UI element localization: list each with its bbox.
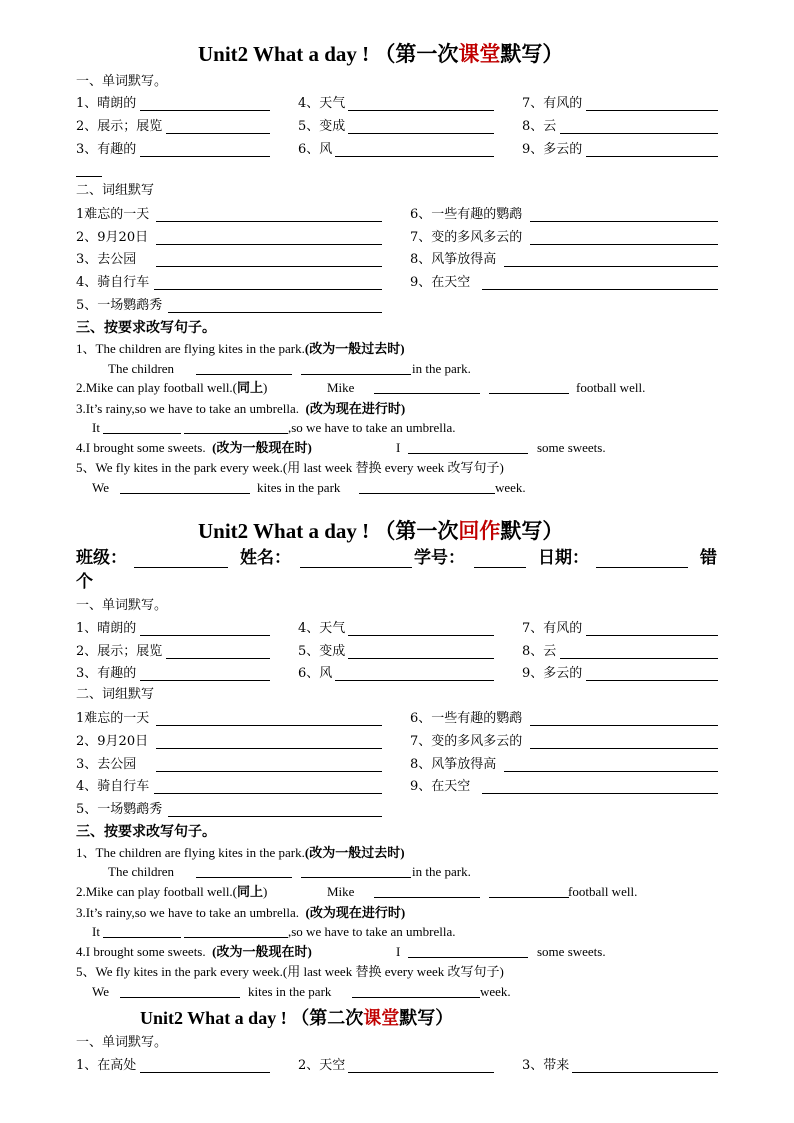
phrase-item: 4、骑自行车: [76, 275, 150, 290]
answer-blank[interactable]: [140, 110, 270, 111]
sentence-4: 4.I brought some sweets. (改为一般现在时): [76, 944, 312, 959]
sentence-1-label: The children: [108, 361, 175, 376]
answer-blank[interactable]: [530, 748, 718, 749]
answer-blank[interactable]: [140, 1072, 270, 1073]
answer-blank[interactable]: [154, 793, 382, 794]
answer-blank[interactable]: [196, 877, 292, 878]
word-item: 7、有风的: [522, 96, 583, 111]
answer-blank[interactable]: [482, 289, 718, 290]
answer-blank[interactable]: [335, 680, 494, 681]
word-item: 4、天气: [298, 621, 346, 636]
phrase-item: 2、9月20日: [76, 230, 149, 245]
sentence-3-end: ,so we have to take an umbrella.: [288, 924, 456, 939]
word-item: 3、有趣的: [76, 666, 137, 681]
answer-blank[interactable]: [489, 897, 569, 898]
answer-blank[interactable]: [348, 133, 494, 134]
phrase-item: 1难忘的一天: [76, 207, 150, 222]
class-blank[interactable]: [134, 567, 228, 568]
page-title: Unit2 What a day ! （第二次课堂默写）: [140, 1008, 454, 1028]
answer-blank[interactable]: [120, 493, 250, 494]
phrase-item: 6、一些有趣的鹦鹉: [410, 711, 523, 726]
phrase-item: 4、骑自行车: [76, 779, 150, 794]
phrase-item: 5、一场鹦鹉秀: [76, 802, 163, 817]
sentence-5: 5、We fly kites in the park every week.(用 last week 替换 every week 改写句子): [76, 964, 504, 979]
section-heading-sentences: 三、按要求改写句子。: [76, 320, 216, 336]
answer-blank[interactable]: [504, 266, 718, 267]
sentence-2-label: Mike: [327, 884, 355, 899]
answer-blank[interactable]: [408, 957, 528, 958]
answer-blank[interactable]: [335, 156, 494, 157]
answer-blank[interactable]: [184, 937, 288, 938]
sentence-4: 4.I brought some sweets. (改为一般现在时): [76, 440, 312, 455]
phrase-item: 2、9月20日: [76, 734, 149, 749]
sentence-3: 3.It’s rainy,so we have to take an umbrella. (改为现在进行时): [76, 401, 406, 416]
answer-blank[interactable]: [156, 748, 382, 749]
name-blank[interactable]: [300, 567, 412, 568]
sentence-4-end: some sweets.: [537, 944, 606, 959]
sentence-2-end: football well.: [576, 380, 646, 395]
answer-blank[interactable]: [586, 110, 718, 111]
answer-blank[interactable]: [572, 1072, 718, 1073]
date-label: 日期：: [538, 548, 589, 568]
answer-blank[interactable]: [156, 244, 382, 245]
sentence-3-label: It: [92, 924, 100, 939]
sentence-4-label: I: [396, 944, 401, 959]
sentence-1: 1、The children are flying kites in the park.(改为一般过去时): [76, 845, 405, 860]
answer-blank[interactable]: [301, 877, 411, 878]
answer-blank[interactable]: [374, 897, 480, 898]
phrase-item: 3、去公园: [76, 757, 137, 772]
word-item: 6、风: [298, 666, 333, 681]
word-item: 7、有风的: [522, 621, 583, 636]
answer-blank[interactable]: [489, 393, 569, 394]
answer-blank[interactable]: [156, 266, 382, 267]
word-item: 2、展示；展览: [76, 644, 163, 659]
answer-blank[interactable]: [140, 156, 270, 157]
sentence-2-end: football well.: [568, 884, 638, 899]
date-blank[interactable]: [596, 567, 688, 568]
answer-blank[interactable]: [374, 393, 480, 394]
section-heading-sentences: 三、按要求改写句子。: [76, 824, 216, 840]
sentence-2-label: Mike: [327, 380, 355, 395]
word-item: 8、云: [522, 119, 557, 134]
answer-blank[interactable]: [348, 110, 494, 111]
section-heading-words: 一、单词默写。: [76, 1035, 168, 1050]
sentence-3-end: ,so we have to take an umbrella.: [288, 420, 456, 435]
answer-blank[interactable]: [166, 133, 270, 134]
sentence-3: 3.It’s rainy,so we have to take an umbrella. (改为现在进行时): [76, 905, 406, 920]
answer-blank[interactable]: [184, 433, 288, 434]
sentence-5-end: week.: [480, 984, 511, 999]
sentence-5-mid: kites in the park: [248, 984, 332, 999]
sentence-5-label: We: [92, 984, 109, 999]
word-item: 4、天气: [298, 96, 346, 111]
answer-blank[interactable]: [103, 937, 181, 938]
answer-blank[interactable]: [560, 133, 718, 134]
answer-blank[interactable]: [168, 816, 382, 817]
answer-blank[interactable]: [140, 635, 270, 636]
sentence-1-end: in the park.: [412, 361, 471, 376]
stray-rule: [76, 176, 102, 177]
sentence-5: 5、We fly kites in the park every week.(用 last week 替换 every week 改写句子): [76, 460, 504, 475]
phrase-item: 8、风筝放得高: [410, 252, 497, 267]
word-item: 5、变成: [298, 644, 346, 659]
answer-blank[interactable]: [530, 244, 718, 245]
answer-blank[interactable]: [156, 771, 382, 772]
phrase-item: 6、一些有趣的鹦鹉: [410, 207, 523, 222]
answer-blank[interactable]: [504, 771, 718, 772]
word-item: 2、天空: [298, 1058, 346, 1073]
sentence-4-label: I: [396, 440, 401, 455]
section-heading-words: 一、单词默写。: [76, 598, 168, 613]
phrase-item: 7、变的多风多云的: [410, 734, 523, 749]
sentence-3-label: It: [92, 420, 100, 435]
phrase-item: 5、一场鹦鹉秀: [76, 298, 163, 313]
section-heading-words: 一、单词默写。: [76, 74, 168, 89]
answer-blank[interactable]: [166, 658, 270, 659]
word-item: 9、多云的: [522, 142, 583, 157]
phrase-item: 3、去公园: [76, 252, 137, 267]
sentence-4-end: some sweets.: [537, 440, 606, 455]
answer-blank[interactable]: [196, 374, 292, 375]
answer-blank[interactable]: [168, 312, 382, 313]
answer-blank[interactable]: [140, 680, 270, 681]
section-heading-phrases: 二、词组默写: [76, 687, 155, 702]
sentence-5-mid: kites in the park: [257, 480, 341, 495]
page-title: Unit2 What a day ! （第一次课堂默写）: [198, 42, 564, 66]
word-item: 9、多云的: [522, 666, 583, 681]
answer-blank[interactable]: [154, 289, 382, 290]
answer-blank[interactable]: [482, 793, 718, 794]
phrase-item: 7、变的多风多云的: [410, 230, 523, 245]
word-item: 8、云: [522, 644, 557, 659]
phrase-item: 8、风筝放得高: [410, 757, 497, 772]
answer-blank[interactable]: [408, 453, 528, 454]
answer-blank[interactable]: [103, 433, 181, 434]
section-heading-phrases: 二、词组默写: [76, 183, 155, 198]
answer-blank[interactable]: [586, 156, 718, 157]
answer-blank[interactable]: [156, 725, 382, 726]
wrong-label: 错: [700, 548, 717, 568]
word-item: 1、晴朗的: [76, 621, 137, 636]
answer-blank[interactable]: [359, 493, 495, 494]
phrase-item: 9、在天空: [410, 779, 471, 794]
word-item: 3、有趣的: [76, 142, 137, 157]
answer-blank[interactable]: [348, 635, 494, 636]
class-label: 班级：: [76, 548, 127, 568]
name-label: 姓名：: [240, 548, 291, 568]
answer-blank[interactable]: [156, 221, 382, 222]
sentence-1-label: The children: [108, 864, 175, 879]
answer-blank[interactable]: [586, 680, 718, 681]
sentence-2: 2.Mike can play football well.(同上): [76, 380, 268, 395]
sentence-5-label: We: [92, 480, 109, 495]
answer-blank[interactable]: [530, 221, 718, 222]
answer-blank[interactable]: [348, 1072, 494, 1073]
answer-blank[interactable]: [348, 658, 494, 659]
word-item: 1、晴朗的: [76, 96, 137, 111]
number-label: 学号：: [414, 548, 465, 568]
sentence-5-end: week.: [495, 480, 526, 495]
word-item: 6、风: [298, 142, 333, 157]
word-item: 1、在高处: [76, 1058, 137, 1073]
answer-blank[interactable]: [352, 997, 480, 998]
answer-blank[interactable]: [301, 374, 411, 375]
word-item: 3、带来: [522, 1058, 570, 1073]
wrong-unit: 个: [76, 572, 93, 592]
answer-blank[interactable]: [560, 658, 718, 659]
page-title: Unit2 What a day ! （第一次回作默写）: [198, 519, 564, 543]
answer-blank[interactable]: [120, 997, 240, 998]
word-item: 5、变成: [298, 119, 346, 134]
answer-blank[interactable]: [530, 725, 718, 726]
phrase-item: 1难忘的一天: [76, 711, 150, 726]
sentence-1: 1、The children are flying kites in the park.(改为一般过去时): [76, 341, 405, 356]
sentence-1-end: in the park.: [412, 864, 471, 879]
number-blank[interactable]: [474, 567, 526, 568]
phrase-item: 9、在天空: [410, 275, 471, 290]
word-item: 2、展示；展览: [76, 119, 163, 134]
answer-blank[interactable]: [586, 635, 718, 636]
sentence-2: 2.Mike can play football well.(同上): [76, 884, 268, 899]
